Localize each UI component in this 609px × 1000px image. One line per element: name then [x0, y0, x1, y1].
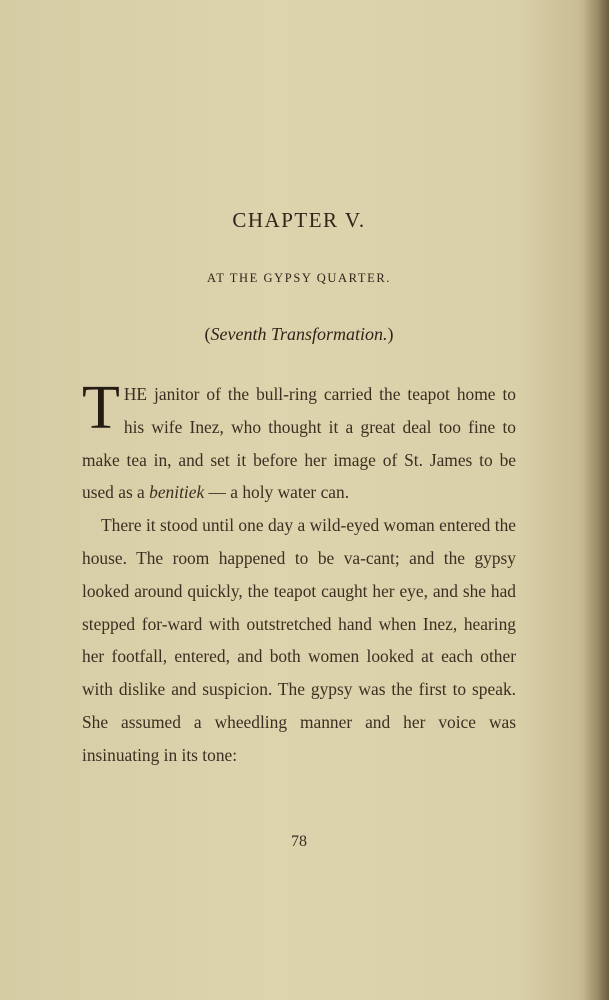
transformation-label: Seventh Transformation. — [210, 324, 388, 344]
paragraph-1-text-before: HE janitor of the bull-ring carried the teapot home to his wife Inez, who thought it a great deal too fine to make tea in, and set it before her image of St. James to be used as a — [82, 384, 516, 503]
close-paren: ) — [387, 324, 394, 344]
page-number: 78 — [291, 833, 307, 850]
chapter-title: CHAPTER V. — [232, 208, 366, 232]
italic-term: benitiek — [149, 482, 205, 503]
paragraph-1-text-after: — a holy water can. — [204, 482, 350, 503]
paragraph-1 — [82, 374, 516, 509]
body-text — [82, 374, 516, 772]
open-paren: ( — [204, 324, 211, 344]
transformation-note — [0, 324, 598, 345]
paragraph-2: There it stood until one day a wild-eyed woman entered the house. The room happened to be va-cant; and the gypsy looked around quickly, the teapot caught her eye, and she had stepped for-ward with outstretched hand when Inez, hearing her footfall, entered, and both women looked at each other with dislike and suspicion. The gypsy was the first to speak. She assumed a wheedling manner and her voice was insinuating in its tone: — [82, 515, 516, 765]
drop-cap: T — [82, 374, 120, 442]
chapter-subtitle: AT THE GYPSY QUARTER. — [206, 271, 392, 285]
